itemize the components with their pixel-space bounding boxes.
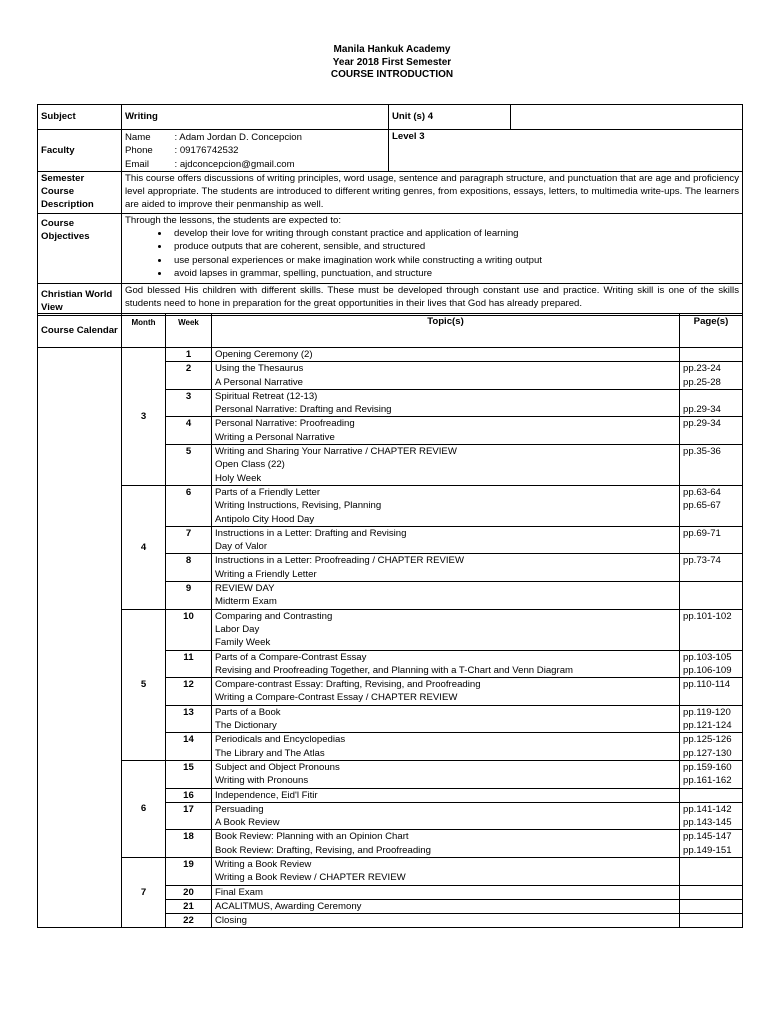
- page-line: pp.121-124: [683, 720, 732, 732]
- topic-line: Personal Narrative: Drafting and Revising: [215, 404, 392, 416]
- topic-cell: [212, 417, 680, 445]
- phone-value: : 09176742532: [174, 145, 239, 157]
- topic-cell: [212, 554, 680, 582]
- topic-line: Midterm Exam: [215, 596, 277, 608]
- email-label: Email: [125, 158, 149, 170]
- objectives-list: [125, 227, 739, 280]
- week-cell: 5: [166, 445, 212, 486]
- topic-cell: [212, 650, 680, 678]
- page-line: pp.29-34: [683, 404, 721, 416]
- topic-line: Holy Week: [215, 472, 262, 484]
- objectives-intro: Through the lessons, the students are expected to:: [125, 214, 341, 226]
- blank-cell: [511, 105, 743, 130]
- topic-line: The Library and The Atlas: [215, 747, 325, 759]
- contact-labels: [122, 130, 172, 172]
- topic-cell: [212, 788, 680, 802]
- topic-line: Persuading: [215, 803, 264, 815]
- description-text: This course offers discussions of writing principles, word usage, sentence and paragraph structure, and punctuation that are age and proficiency level appropriate. The students are introduced to different writing genres, from expositions, essays, letters, to multimedia write-ups. The learners are aided to improve their penmanship as well.: [122, 171, 743, 213]
- page-line: pp.119-120: [683, 706, 731, 718]
- pages-cell: [680, 733, 743, 761]
- month-cell: 3: [122, 348, 166, 486]
- pages-cell: [680, 914, 743, 928]
- name-value: : Adam Jordan D. Concepcion: [174, 132, 302, 143]
- week-cell: 2: [166, 362, 212, 390]
- calendar-row: [38, 760, 743, 788]
- week-cell: 21: [166, 899, 212, 913]
- objective-item: • develop their love for writing through constant practice and application of learning: [170, 227, 739, 240]
- page-line: pp.101-102: [683, 610, 732, 622]
- subject-label: Subject: [38, 105, 122, 130]
- page-line: pp.65-67: [683, 500, 721, 512]
- topic-cell: [212, 678, 680, 706]
- month-cell: 7: [122, 857, 166, 927]
- topic-cell: [212, 760, 680, 788]
- pages-cell: [680, 609, 743, 650]
- week-cell: 4: [166, 417, 212, 445]
- objective-item: • produce outputs that are coherent, sensible, and structured: [170, 240, 739, 253]
- page-line: pp.35-36: [683, 446, 721, 458]
- objective-item: • use personal experiences or make imagination work while constructing a writing output: [170, 254, 739, 267]
- topic-cell: [212, 362, 680, 390]
- topic-line: Writing Instructions, Revising, Planning: [215, 500, 382, 512]
- page-line: pp.103-105: [683, 651, 732, 663]
- pages-cell: [680, 857, 743, 885]
- pages-cell: [680, 554, 743, 582]
- topic-cell: [212, 445, 680, 486]
- pages-cell: [680, 802, 743, 830]
- week-cell: 11: [166, 650, 212, 678]
- pages-cell: [680, 760, 743, 788]
- topic-cell: [212, 733, 680, 761]
- course-info-table: [37, 104, 743, 316]
- page-line: pp.110-114: [683, 679, 731, 691]
- col-month-header: Month: [122, 314, 166, 348]
- month-cell: 6: [122, 760, 166, 857]
- topic-line: Using the Thesaurus: [215, 363, 304, 375]
- topic-cell: [212, 485, 680, 526]
- topic-line: Writing a Friendly Letter: [215, 568, 317, 580]
- email-value: : ajdconcepcion@gmail.com: [174, 158, 295, 170]
- topic-line: Instructions in a Letter: Proofreading / CHAPTER REVIEW: [215, 555, 465, 567]
- topic-line: ACALITMUS, Awarding Ceremony: [215, 900, 362, 912]
- col-week-header: Week: [166, 314, 212, 348]
- topic-cell: [212, 802, 680, 830]
- topic-line: Writing a Book Review / CHAPTER REVIEW: [215, 872, 406, 884]
- description-label: Semester Course Description: [38, 171, 122, 213]
- school-name: Manila Hankuk Academy: [333, 44, 451, 55]
- week-cell: 20: [166, 885, 212, 899]
- page-line: pp.63-64: [683, 486, 721, 498]
- pages-cell: [680, 830, 743, 858]
- week-cell: 1: [166, 348, 212, 362]
- topic-line: Writing a Book Review: [215, 858, 312, 870]
- page-line: pp.29-34: [683, 418, 721, 430]
- topic-cell: [212, 857, 680, 885]
- week-cell: 22: [166, 914, 212, 928]
- page-line: pp.106-109: [683, 664, 732, 676]
- page-line: pp.127-130: [683, 747, 732, 759]
- topic-line: Closing: [215, 915, 247, 927]
- page-line: pp.159-160: [683, 761, 732, 773]
- topic-line: Comparing and Contrasting: [215, 610, 333, 622]
- objectives-cell: [122, 213, 743, 283]
- topic-line: Parts of a Friendly Letter: [215, 486, 321, 498]
- worldview-label: Christian World View: [38, 283, 122, 315]
- pages-cell: [680, 788, 743, 802]
- topic-line: Periodicals and Encyclopedias: [215, 734, 346, 746]
- calendar-row: [38, 609, 743, 650]
- topic-line: Day of Valor: [215, 541, 268, 553]
- pages-cell: [680, 362, 743, 390]
- calendar-row: [38, 485, 743, 526]
- week-cell: 3: [166, 389, 212, 417]
- topic-line: Labor Day: [215, 623, 260, 635]
- page-line: pp.161-162: [683, 775, 732, 787]
- unit-value: Unit (s) 4: [389, 105, 511, 130]
- objective-item: • avoid lapses in grammar, spelling, punctuation, and structure: [170, 267, 739, 280]
- calendar-row: [38, 348, 743, 362]
- pages-cell: [680, 389, 743, 417]
- week-cell: 9: [166, 582, 212, 610]
- topic-line: Instructions in a Letter: Drafting and Revising: [215, 527, 407, 539]
- topic-line: Book Review: Planning with an Opinion Chart: [215, 831, 409, 843]
- topic-line: Parts of a Book: [215, 706, 281, 718]
- pages-cell: [680, 526, 743, 554]
- week-cell: 15: [166, 760, 212, 788]
- pages-cell: [680, 445, 743, 486]
- topic-line: Compare-contrast Essay: Drafting, Revising, and Proofreading: [215, 679, 481, 691]
- page-line: pp.73-74: [683, 555, 721, 567]
- topic-cell: [212, 348, 680, 362]
- topic-cell: [212, 526, 680, 554]
- topic-line: Writing a Compare-Contrast Essay / CHAPTER REVIEW: [215, 692, 458, 704]
- page-line: pp.141-142: [683, 803, 732, 815]
- page-line: pp.23-24: [683, 363, 721, 375]
- school-term: Year 2018 First Semester: [332, 56, 452, 68]
- topic-line: Open Class (22): [215, 459, 285, 471]
- topic-cell: [212, 582, 680, 610]
- topic-line: REVIEW DAY: [215, 583, 275, 595]
- week-cell: 8: [166, 554, 212, 582]
- phone-label: Phone: [125, 145, 153, 157]
- topic-cell: [212, 609, 680, 650]
- pages-cell: [680, 678, 743, 706]
- topic-line: Final Exam: [215, 886, 263, 898]
- month-cell: 4: [122, 485, 166, 609]
- week-cell: 19: [166, 857, 212, 885]
- topic-cell: [212, 830, 680, 858]
- topic-line: Family Week: [215, 637, 271, 649]
- contact-values: [172, 130, 389, 172]
- course-calendar-table: [37, 313, 743, 928]
- pages-cell: [680, 485, 743, 526]
- faculty-label: Faculty: [38, 130, 122, 172]
- worldview-text: God blessed His children with different skills. These must be developed through constant use and practice. Writing skill is one of the skills students need to hone in preparation for the great opportunities in their lives that God has already prepared.: [122, 283, 743, 315]
- level-value: Level 3: [389, 130, 743, 172]
- topic-cell: [212, 914, 680, 928]
- month-cell: 5: [122, 609, 166, 760]
- page-line: pp.143-145: [683, 817, 732, 829]
- page-line: pp.149-151: [683, 844, 732, 856]
- page-line: pp.145-147: [683, 831, 732, 843]
- pages-cell: [680, 885, 743, 899]
- topic-line: Book Review: Drafting, Revising, and Proofreading: [215, 844, 431, 856]
- subject-value: Writing: [122, 105, 389, 130]
- topic-cell: [212, 885, 680, 899]
- topic-line: Subject and Object Pronouns: [215, 761, 340, 773]
- page-line: pp.25-28: [683, 376, 721, 388]
- topic-line: A Book Review: [215, 817, 280, 829]
- pages-cell: [680, 348, 743, 362]
- week-cell: 12: [166, 678, 212, 706]
- week-cell: 16: [166, 788, 212, 802]
- page-line: [683, 390, 739, 403]
- topic-line: Writing and Sharing Your Narrative / CHAPTER REVIEW: [215, 446, 457, 458]
- calendar-label: Course Calendar: [38, 314, 122, 348]
- document-title: COURSE INTRODUCTION: [330, 69, 454, 80]
- page-line: pp.125-126: [683, 734, 732, 746]
- topic-cell: [212, 389, 680, 417]
- week-cell: 17: [166, 802, 212, 830]
- topic-line: Writing with Pronouns: [215, 775, 309, 787]
- pages-cell: [680, 899, 743, 913]
- topic-line: Spiritual Retreat (12-13): [215, 390, 318, 402]
- page-line: pp.69-71: [683, 527, 721, 539]
- pages-cell: [680, 650, 743, 678]
- week-cell: 10: [166, 609, 212, 650]
- topic-cell: [212, 705, 680, 733]
- week-cell: 7: [166, 526, 212, 554]
- col-topic-header: Topic(s): [212, 314, 680, 348]
- document-header: [0, 44, 768, 82]
- name-label: Name: [125, 132, 151, 143]
- objectives-label: Course Objectives: [38, 213, 122, 283]
- calendar-blank-cell: [38, 348, 122, 928]
- topic-cell: [212, 899, 680, 913]
- topic-line: Revising and Proofreading Together, and Planning with a T-Chart and Venn Diagram: [215, 664, 574, 676]
- topic-line: A Personal Narrative: [215, 376, 303, 388]
- topic-line: Opening Ceremony (2): [215, 349, 313, 360]
- pages-cell: [680, 582, 743, 610]
- col-pages-header: Page(s): [680, 314, 743, 348]
- topic-line: Writing a Personal Narrative: [215, 431, 335, 443]
- week-cell: 18: [166, 830, 212, 858]
- calendar-row: [38, 857, 743, 885]
- topic-line: Independence, Eid'l Fitir: [215, 789, 318, 801]
- topic-line: Parts of a Compare-Contrast Essay: [215, 651, 367, 663]
- week-cell: 6: [166, 485, 212, 526]
- topic-line: Personal Narrative: Proofreading: [215, 418, 355, 430]
- week-cell: 14: [166, 733, 212, 761]
- pages-cell: [680, 417, 743, 445]
- topic-line: The Dictionary: [215, 720, 277, 732]
- topic-line: Antipolo City Hood Day: [215, 513, 315, 525]
- pages-cell: [680, 705, 743, 733]
- week-cell: 13: [166, 705, 212, 733]
